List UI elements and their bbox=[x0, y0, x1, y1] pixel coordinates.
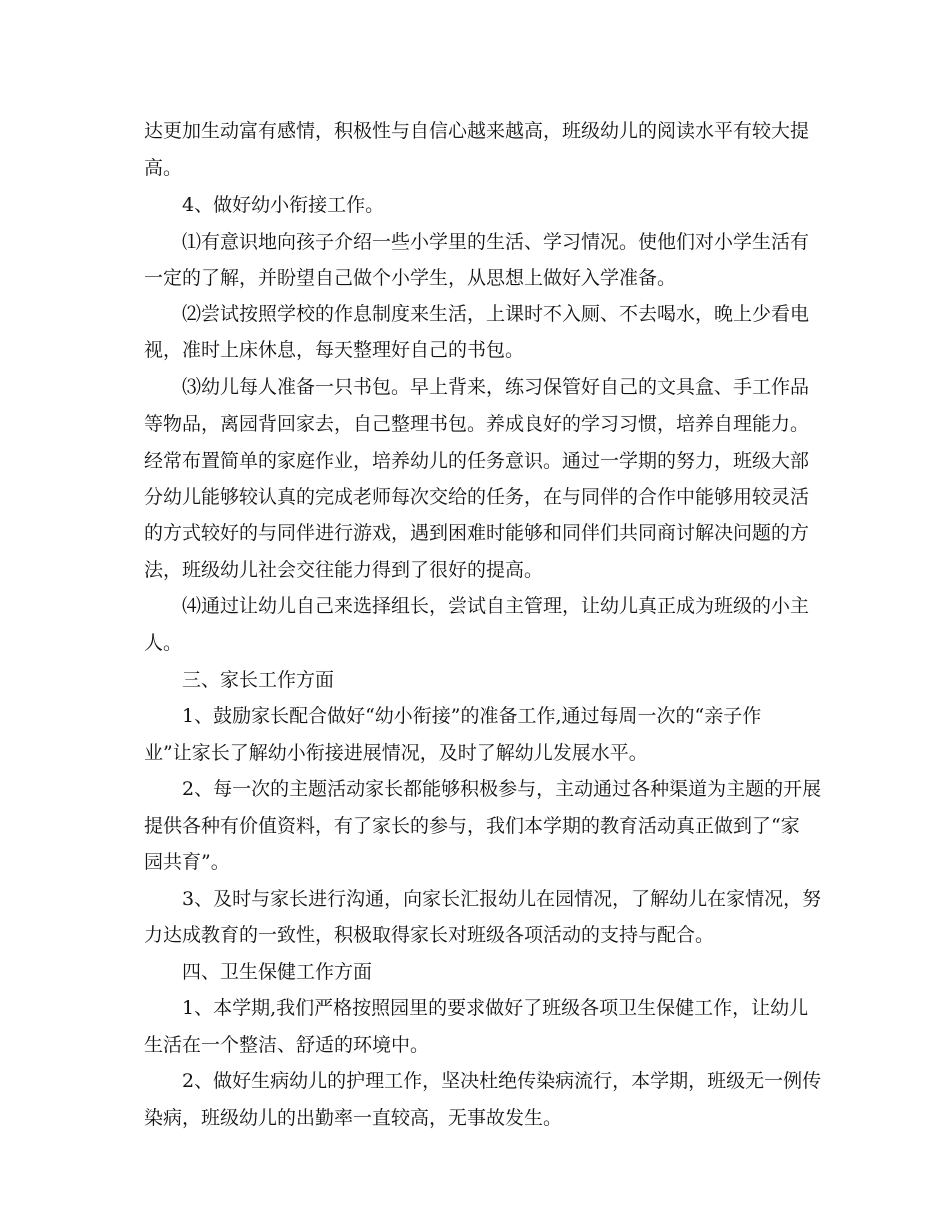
text-line: 1、鼓励家长配合做好“幼小衔接”的准备工作,通过每周一次的“亲子作 bbox=[182, 705, 762, 727]
section-heading: 三、家长工作方面 bbox=[182, 669, 335, 691]
text-line: ⑶幼儿每人准备一只书包。早上背来，练习保管好自己的文具盒、手工作品 bbox=[182, 376, 810, 398]
text-line: 高。 bbox=[144, 157, 183, 179]
text-line: 经常布置简单的家庭作业，培养幼儿的任务意识。通过一学期的努力，班级大部 bbox=[144, 450, 810, 472]
text-line: ⑴有意识地向孩子介绍一些小学里的生活、学习情况。使他们对小学生活有 bbox=[182, 231, 810, 253]
text-line: 法，班级幼儿社会交往能力得到了很好的提高。 bbox=[144, 559, 544, 581]
text-line: 视，准时上床休息，每天整理好自己的书包。 bbox=[144, 339, 525, 361]
text-line: 提供各种有价值资料，有了家长的参与，我们本学期的教育活动真正做到了“家 bbox=[144, 815, 800, 837]
text-line: 2、做好生病幼儿的护理工作，坚决杜绝传染病流行，本学期，班级无一例传 bbox=[182, 1070, 822, 1092]
section-heading: 4、做好幼小衔接工作。 bbox=[182, 194, 385, 216]
section-heading: 四、卫生保健工作方面 bbox=[182, 961, 373, 983]
text-line: 园共育”。 bbox=[144, 851, 230, 873]
text-line: 业”让家长了解幼小衔接进展情况，及时了解幼儿发展水平。 bbox=[144, 742, 648, 764]
text-line: 力达成教育的一致性，积极取得家长对班级各项活动的支持与配合。 bbox=[144, 924, 715, 946]
text-line: 2、每一次的主题活动家长都能够积极参与，主动通过各种渠道为主题的开展 bbox=[182, 778, 822, 800]
text-line: ⑷通过让幼儿自己来选择组长，尝试自主管理，让幼儿真正成为班级的小主 bbox=[182, 595, 810, 617]
text-line: ⑵尝试按照学校的作息制度来生活，上课时不入厕、不去喝水，晚上少看电 bbox=[182, 303, 810, 325]
text-line: 等物品，离园背回家去，自己整理书包。养成良好的学习习惯，培养自理能力。 bbox=[144, 413, 810, 435]
text-line: 1、本学期,我们严格按照园里的要求做好了班级各项卫生保健工作，让幼儿 bbox=[182, 997, 809, 1019]
text-line: 生活在一个整洁、舒适的环境中。 bbox=[144, 1034, 430, 1056]
text-line: 的方式较好的与同伴进行游戏，遇到困难时能够和同伴们共同商讨解决问题的方 bbox=[144, 522, 810, 544]
text-line: 分幼儿能够较认真的完成老师每次交给的任务，在与同伴的合作中能够用较灵活 bbox=[144, 486, 810, 508]
text-line: 一定的了解，并盼望自己做个小学生，从思想上做好入学准备。 bbox=[144, 267, 677, 289]
text-line: 染病，班级幼儿的出勤率一直较高，无事故发生。 bbox=[144, 1107, 563, 1129]
text-line: 3、及时与家长进行沟通，向家长汇报幼儿在园情况，了解幼儿在家情况，努 bbox=[182, 888, 822, 910]
text-line: 达更加生动富有感情，积极性与自信心越来越高，班级幼儿的阅读水平有较大提 bbox=[144, 120, 810, 142]
text-line: 人。 bbox=[144, 632, 183, 654]
